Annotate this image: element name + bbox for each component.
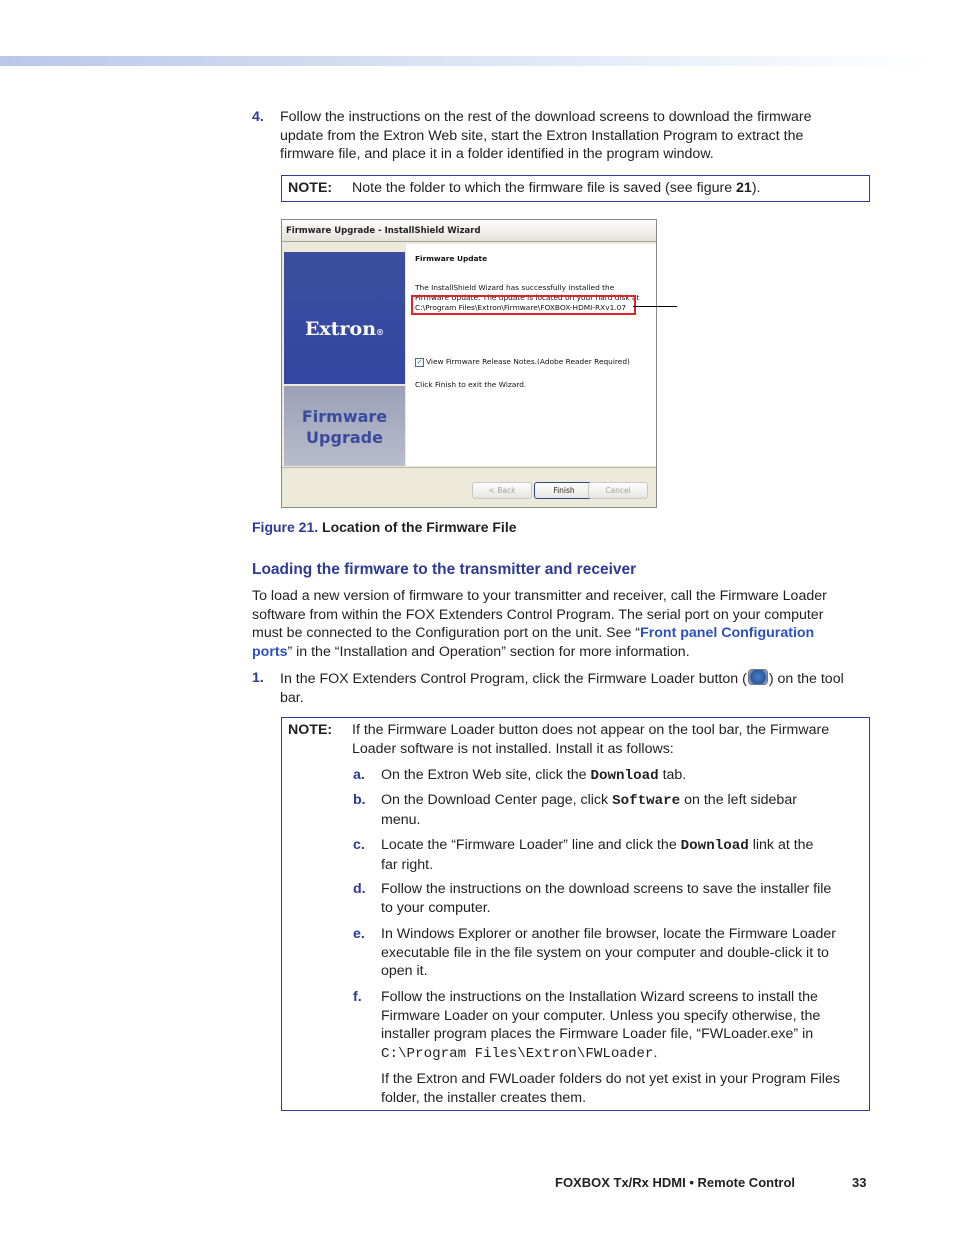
path-highlight-box bbox=[411, 295, 636, 315]
intro-line: To load a new version of firmware to your transmitter and receiver, call the Firmware Loader bbox=[252, 588, 827, 604]
step-4-line: update from the Extron Web site, start the Extron Installation Program to extract the bbox=[280, 127, 804, 144]
substep-text: installer program places the Firmware Loader file, “FWLoader.exe” in bbox=[381, 1026, 814, 1043]
callout-line bbox=[633, 306, 677, 307]
substep-letter: a. bbox=[353, 767, 365, 783]
caption-text: Location of the Firmware File bbox=[318, 519, 517, 535]
finish-prompt: Click Finish to exit the Wizard. bbox=[415, 380, 527, 389]
substep-text: open it. bbox=[381, 963, 428, 980]
logo-text: Extron bbox=[304, 318, 377, 340]
wizard-content-pane bbox=[406, 244, 656, 466]
upgrade-label bbox=[284, 406, 405, 448]
wizard-title-bar: Firmware Upgrade - InstallShield Wizard bbox=[282, 220, 656, 242]
note-box bbox=[281, 717, 870, 1111]
intro-line: ” in the “Installation and Operation” section for more information. bbox=[287, 643, 690, 660]
folder-note-line: If the Extron and FWLoader folders do not yet exist in your Program Files bbox=[381, 1071, 840, 1087]
step-number: 4. bbox=[252, 109, 264, 125]
folder-note bbox=[381, 1070, 840, 1107]
substep-text: menu. bbox=[381, 811, 421, 828]
download-tab-label: Download bbox=[590, 768, 659, 784]
substep-c bbox=[381, 836, 813, 874]
header-gradient-bar bbox=[0, 56, 930, 66]
substep-text: Firmware Loader on your computer. Unless you specify otherwise, the bbox=[381, 1007, 821, 1024]
substep-text: In Windows Explorer or another file browser, locate the Firmware Loader bbox=[381, 926, 836, 942]
upgrade-line: Upgrade bbox=[306, 428, 383, 447]
firmware-path: C:\Program Files\Extron\Firmware\FOXBOX-HDMI-RXv1.07 bbox=[415, 303, 627, 312]
substep-text: executable file in the file system on your computer and double-click it to bbox=[381, 944, 829, 961]
back-button[interactable]: < Back bbox=[472, 482, 532, 499]
finish-button[interactable]: Finish bbox=[534, 482, 594, 499]
substep-b bbox=[381, 791, 797, 829]
upgrade-line: Firmware bbox=[301, 407, 388, 426]
figure-caption bbox=[252, 519, 517, 535]
note-label: NOTE: bbox=[288, 180, 333, 196]
registered-mark: ® bbox=[376, 327, 385, 337]
folder-note-line: folder, the installer creates them. bbox=[381, 1089, 587, 1106]
substep-letter: e. bbox=[353, 926, 365, 942]
wizard-message: Firmware Update. The update is located on your hard disk at bbox=[415, 293, 640, 302]
intro-paragraph bbox=[252, 587, 827, 661]
substep-text: Follow the instructions on the Installation Wizard screens to install the bbox=[381, 989, 818, 1005]
substep-text: far right. bbox=[381, 856, 434, 873]
substep-text: On the Download Center page, click bbox=[381, 792, 613, 808]
note-text bbox=[352, 180, 760, 196]
wizard-upgrade-panel bbox=[284, 386, 405, 466]
substep-text: to your computer. bbox=[381, 899, 491, 916]
note-intro bbox=[352, 721, 829, 758]
substep-text: link at the bbox=[748, 837, 814, 853]
note-line: If the Firmware Loader button does not appear on the tool bar, the Firmware bbox=[352, 722, 830, 738]
note-box bbox=[281, 175, 870, 202]
intro-line: must be connected to the Configuration port on the unit. See “ bbox=[252, 625, 641, 642]
substep-text: tab. bbox=[658, 767, 687, 783]
substep-letter: b. bbox=[353, 792, 366, 808]
figure-number: Figure 21. bbox=[252, 519, 319, 535]
substep-text: Follow the instructions on the download screens to save the installer file bbox=[381, 881, 832, 897]
substep-text: Locate the “Firmware Loader” line and click the bbox=[381, 837, 681, 853]
page-number: 33 bbox=[852, 1175, 867, 1190]
firmware-loader-icon bbox=[748, 669, 768, 685]
figure-reference: 21 bbox=[736, 180, 752, 196]
substep-a bbox=[381, 766, 686, 786]
substep-d bbox=[381, 880, 831, 917]
release-notes-checkbox[interactable]: ✓ bbox=[416, 358, 423, 366]
fwloader-path: C:\Program Files\Extron\FWLoader bbox=[381, 1045, 654, 1062]
wizard-message: The InstallShield Wizard has successfully installed the bbox=[415, 283, 615, 292]
note-line: Loader software is not installed. Install it as follows: bbox=[352, 740, 674, 757]
substep-text: on the left sidebar bbox=[680, 792, 797, 808]
checkbox-label: View Firmware Release Notes.(Adobe Reader Required) bbox=[426, 357, 630, 366]
step-1-line: bar. bbox=[280, 689, 304, 706]
cancel-button[interactable]: Cancel bbox=[588, 482, 648, 499]
step-1-part: In the FOX Extenders Control Program, click the Firmware Loader button ( bbox=[280, 671, 747, 687]
note-text-part: Note the folder to which the firmware file is saved (see figure bbox=[352, 180, 737, 196]
section-heading: Loading the firmware to the transmitter and receiver bbox=[252, 561, 637, 578]
substep-f bbox=[381, 988, 820, 1063]
substep-letter: f. bbox=[353, 989, 362, 1005]
wizard-heading: Firmware Update bbox=[415, 254, 488, 263]
wizard-brand-panel bbox=[284, 252, 405, 384]
footer-product: FOXBOX Tx/Rx HDMI • Remote Control bbox=[555, 1175, 796, 1190]
step-4-text bbox=[280, 108, 812, 164]
substep-text: On the Extron Web site, click the bbox=[381, 767, 591, 783]
extron-logo bbox=[284, 318, 405, 340]
substep-e bbox=[381, 925, 836, 981]
step-1-part: ) on the tool bbox=[768, 671, 844, 687]
step-1-text bbox=[280, 669, 844, 707]
intro-line: software from within the FOX Extenders Control Program. The serial port on your computer bbox=[252, 606, 824, 623]
software-menu-label: Software bbox=[612, 793, 681, 809]
step-4-line: Follow the instructions on the rest of the download screens to download the firmware bbox=[280, 109, 812, 125]
substep-text: . bbox=[653, 1044, 658, 1061]
note-label: NOTE: bbox=[288, 722, 333, 738]
download-link-label: Download bbox=[680, 838, 749, 854]
front-panel-config-link-cont[interactable]: ports bbox=[252, 643, 288, 660]
front-panel-config-link[interactable]: Front panel Configuration bbox=[640, 625, 815, 642]
substep-letter: d. bbox=[353, 881, 366, 897]
installshield-wizard-screenshot bbox=[281, 219, 657, 508]
substep-letter: c. bbox=[353, 837, 365, 853]
step-4-line: firmware file, and place it in a folder identified in the program window. bbox=[280, 146, 714, 163]
note-text-part: ). bbox=[751, 180, 761, 196]
step-number: 1. bbox=[252, 670, 264, 686]
